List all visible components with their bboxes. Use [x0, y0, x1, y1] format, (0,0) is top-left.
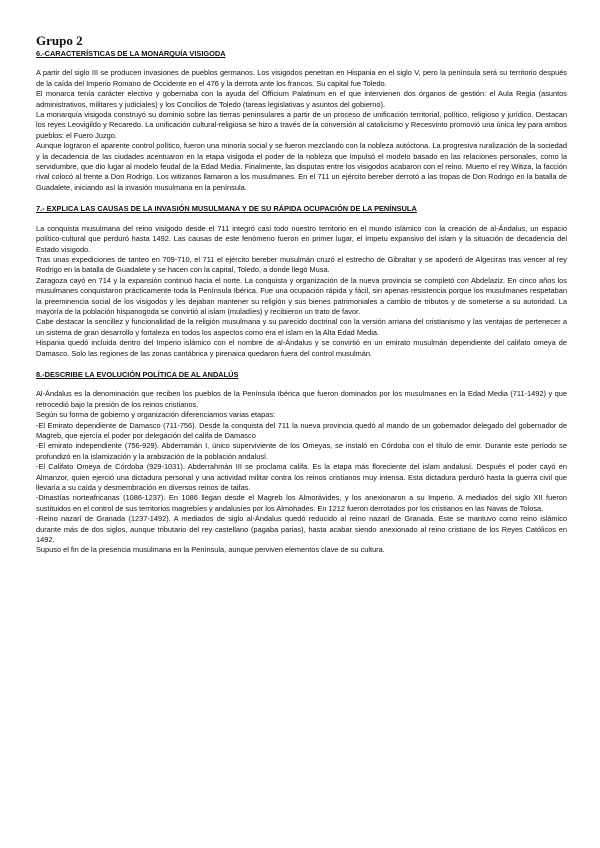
- paragraph: Tras unas expediciones de tanteo en 709-710, el 711 el ejército bereber musulmán cruzó el estrecho de Gibraltar y se apoderó de Algeciras tras vencer al rey Rodrigo en la batalla de Guadalete y se hacen con la capital, Toledo, a donde llegó Musa.: [36, 254, 567, 275]
- paragraph: A partir del siglo III se producen invasiones de pueblos germanos. Los visigodos penetran en Hispania en el siglo V, pero la península será su territorio después de la caída del Imperio Romano de Occidente en el 476 y la derrota ante los francos. Su capital fue Toledo.: [36, 68, 567, 88]
- paragraph: Al-Ándalus es la denominación que reciben los pueblos de la Península Ibérica que fueron dominados por los musulmanes en la Edad Media (711-1492) y que retrocedió bajo la presión de los reinos cristianos.: [36, 389, 567, 409]
- paragraph: -Dinastías norteafricanas (1086-1237). En 1086 llegan desde el Magreb los Almorávides, y los anexionaron a su Imperio. A mediados del siglo XII fueron sustituidos en el control de sus territorios magrebíes y andalusíes por los Almohades. En 1212 fueron derrotados por los cristianos en las Navas de Tolosa.: [36, 493, 567, 513]
- section-muslim-invasion: [36, 204, 567, 359]
- section-al-andalus-evolution: [36, 370, 567, 556]
- paragraph: -El emirato independiente (756-929). Abderramán I, único superviviente de los Omeyas, se instaló en Córdoba con el título de emir. Durante este período se profundizó en la islamización y la arabización de la población andalusí.: [36, 441, 567, 461]
- group-title: Grupo 2: [36, 33, 83, 48]
- paragraph: El monarca tenía carácter electivo y gobernaba con la ayuda del Officium Palatinum en el que intervienen dos órganos de gestión: el Aula Regia (asuntos administrativos, militares y judiciales) y los Concilios de Toledo (tareas legislativas y asuntos del gobierno).: [36, 89, 567, 109]
- section-heading: 8.-DESCRIBE LA EVOLUCIÓN POLÍTICA DE AL ANDALÚS: [36, 369, 239, 379]
- section-heading: 6.-CARACTERÍSTICAS DE LA MONARQUÍA VISIGODA: [36, 49, 226, 58]
- section-heading: 7.- EXPLICA LAS CAUSAS DE LA INVASIÓN MUSULMANA Y DE SU RÁPIDA OCUPACIÓN DE LA PENÍNSULA: [36, 204, 417, 214]
- paragraph: Zaragoza cayó en 714 y la expansión continuó hacia el norte. La conquista y organización de la nueva provincia se completó con Abdelaziz. En cinco años los musulmanes conquistaron prácticamente toda la Península Ibérica. Fue una ocupación rápida y fácil, sin apenas resistencia porque los musulmanes respetaban la preeminencia social de los visigodos y les dejaban mantener su religión y sus bienes patrimoniales a cambio de tributos y de someterse a su autoridad. La mayoría de la población hispanogoda se convirtió al islam (muladíes) y recibieron un trato de favor.: [36, 275, 567, 316]
- paragraph: Hispania quedó incluida dentro del Imperio islámico con el nombre de al-Ándalus y se convirtió en un emirato musulmán dependiente del califato omeya de Damasco. Solo las regiones de las zonas cantábrica y pirenaica quedaron fuera del control musulmán.: [36, 338, 567, 358]
- paragraph: -El Emirato dependiente de Damasco (711-756). Desde la conquista del 711 la nueva provincia quedó al mando de un gobernador delegado del gobernador de Magreb, que ejercía el poder por delegación del califa de Damasco: [36, 420, 567, 440]
- section-visigoth-monarchy: [36, 49, 567, 193]
- paragraph: La monarquía visigoda construyó su dominio sobre las tierras peninsulares a partir de un proceso de unificación territorial, político, religioso y jurídico. Destacan los reyes Leovigildo y Recaredo. La unificación cultural-religiosa se hizo a través de la conversión al catolicismo y Recesvinto promovió una única ley para ambos pueblos: el Fuero Juzgo.: [36, 110, 567, 140]
- paragraph: Supuso el fin de la presencia musulmana en la Península, aunque perviven elementos clave de su cultura.: [36, 545, 385, 555]
- paragraph: Según su forma de gobierno y organización diferenciamos varias etapas:: [36, 410, 276, 420]
- paragraph: La conquista musulmana del reino visigodo desde el 711 integró casi todo nuestro territorio en el mundo islámico con la creación de al-Ándalus, un espacio político-cultural que perduró hasta 1492. Las causas de este fenómeno fueron en primer lugar, el ímpetu expansivo del islam y la situación de decadencia del Estado visigodo.: [36, 223, 567, 254]
- paragraph: -Reino nazarí de Granada (1237-1492). A mediados de siglo al-Ándalus quedó reducido al reino nazarí de Granada. Este se mantuvo como reino islámico durante más de dos siglos, aunque tributario del rey castellano (pagaba parias), hasta acabar siendo anexionado al reino cristiano de los Reyes Católicos en 1492.: [36, 514, 567, 545]
- paragraph: Aunque lograron el aparente control político, fueron una minoría social y se fueron mezclando con la nobleza autóctona. La progresiva ruralización de la sociedad y la decadencia de las ciudades acentuaron en la etapa visigoda el poder de la nobleza que impulsó el modelo basado en las relaciones personales, como la servidumbre, que dio lugar al modelo feudal de la Edad Media. Finalmente, las disputas entre los visigodos acabaron con el reino. Muerto el rey Witiza, la facción rival colocó al frente a Don Rodrigo. Los witizanos llamaron a los musulmanes. En el 711 un ejército bereber derrotó a las tropas de Don Rodrigo en la batalla de Guadalete, iniciando así la invasión musulmana en la península.: [36, 141, 567, 192]
- paragraph: Cabe destacar la sencillez y funcionalidad de la religión musulmana y su parecido doctrinal con la versión arriana del cristianismo y las ventajas de pertenecer a un sistema de gran desarrollo y fortaleza en todos los aspectos como era el islam en la Alta Edad Media.: [36, 317, 567, 337]
- document-page: [36, 34, 567, 567]
- paragraph: -El Califato Omeya de Córdoba (929-1031). Abderrahmán III se proclama califa. Es la etapa más floreciente del islam andalusí. Después el poder cayó en Almanzor, quien ejerció una dictadura personal y una actividad militar contra los reinos cristianos muy intensa. Esta dictadura perduró hasta la guerra civil que llevaría a su caída y desmembración en diversos reinos de taifas.: [36, 462, 567, 493]
